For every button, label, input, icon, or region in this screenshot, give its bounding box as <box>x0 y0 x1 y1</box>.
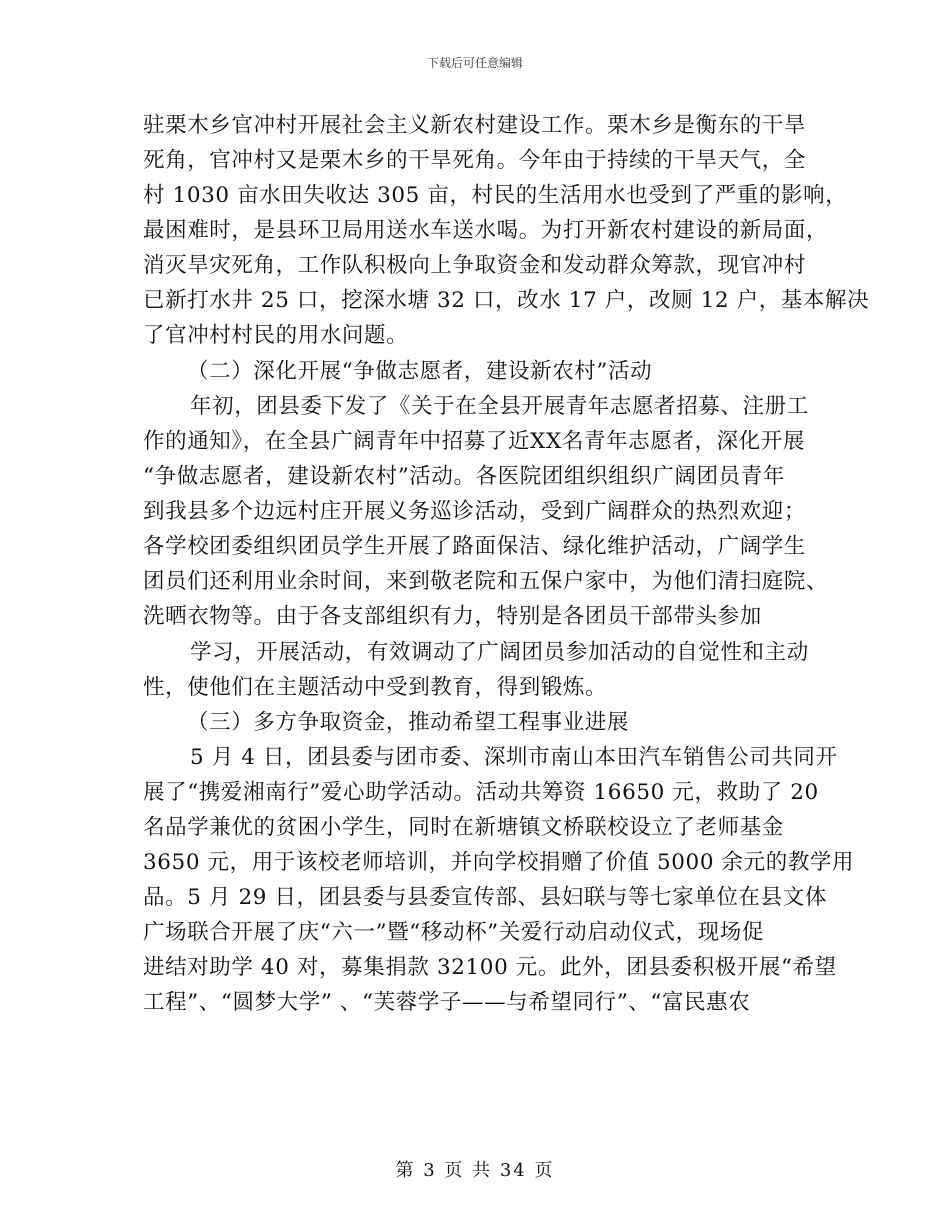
text-line: 消灭旱灾死角，工作队积极向上争取资金和发动群众筹款，现官冲村 <box>143 253 807 278</box>
text-line: 展了“携爱湘南行”爱心助学活动。活动共筹资 16650 元，救助了 20 <box>143 780 819 805</box>
text-line: 进结对助学 40 对，募集捐款 32100 元。此外，团县委积极开展“希望 <box>143 955 837 980</box>
text-line: 已新打水井 25 口，挖深水塘 32 口，改水 17 户，改厕 12 户，基本解决 <box>143 288 870 313</box>
text-line: 品。5 月 29 日，团县委与县委宣传部、县妇联与等七家单位在县文体 <box>143 885 827 910</box>
text-line: 学习，开展活动，有效调动了广阔团员参加活动的自觉性和主动 <box>190 640 809 665</box>
text-line: 村 1030 亩水田失收达 305 亩，村民的生活用水也受到了严重的影响， <box>143 183 848 208</box>
text-line: 到我县多个边远村庄开展义务巡诊活动，受到广阔群众的热烈欢迎； <box>143 499 807 524</box>
header-note: 下载后可任意编辑 <box>426 56 523 70</box>
text-line: 3650 元，用于该校老师培训，并向学校捐赠了价值 5000 余元的教学用 <box>143 850 855 875</box>
text-line: 年初，团县委下发了《关于在全县开展青年志愿者招募、注册工 <box>190 394 809 419</box>
text-line: 洗晒衣物等。由于各支部组织有力，特别是各团员干部带头参加 <box>143 604 762 629</box>
text-line: “争做志愿者，建设新农村”活动。各医院团组织组织广阔团员青年 <box>143 464 785 489</box>
text-line: 名品学兼优的贫困小学生，同时在新塘镇文桥联校设立了老师基金 <box>143 815 784 840</box>
text-line: 广场联合开展了庆“六一”暨“移动杯”关爱行动启动仪式，现场促 <box>143 920 764 945</box>
text-line: 死角，官冲村又是栗木乡的干旱死角。今年由于持续的干旱天气，全 <box>143 148 807 173</box>
section-heading: （三）多方争取资金，推动希望工程事业进展 <box>187 710 630 735</box>
text-line: 性，使他们在主题活动中受到教育，得到锻炼。 <box>143 675 608 700</box>
page-number: 第 3 页 共 34 页 <box>395 1160 555 1181</box>
section-heading: （二）深化开展“争做志愿者，建设新农村”活动 <box>187 359 653 384</box>
text-line: 驻栗木乡官冲村开展社会主义新农村建设工作。栗木乡是衡东的干旱 <box>143 113 807 138</box>
text-line: 各学校团委组织团员学生开展了路面保洁、绿化维护活动，广阔学生 <box>143 534 807 559</box>
text-line: 团员们还利用业余时间，来到敬老院和五保户家中，为他们清扫庭院、 <box>143 569 829 594</box>
text-line: 5 月 4 日，团县委与团市委、深圳市南山本田汽车销售公司共同开 <box>190 745 838 770</box>
text-line: 工程”、“圆梦大学” 、“芙蓉学子——与希望同行”、“富民惠农 <box>143 990 751 1015</box>
text-line: 作的通知》，在全县广阔青年中招募了近XX名青年志愿者，深化开展 <box>143 429 805 454</box>
text-line: 最困难时，是县环卫局用送水车送水喝。为打开新农村建设的新局面， <box>143 218 829 243</box>
text-line: 了官冲村村民的用水问题。 <box>143 323 409 348</box>
